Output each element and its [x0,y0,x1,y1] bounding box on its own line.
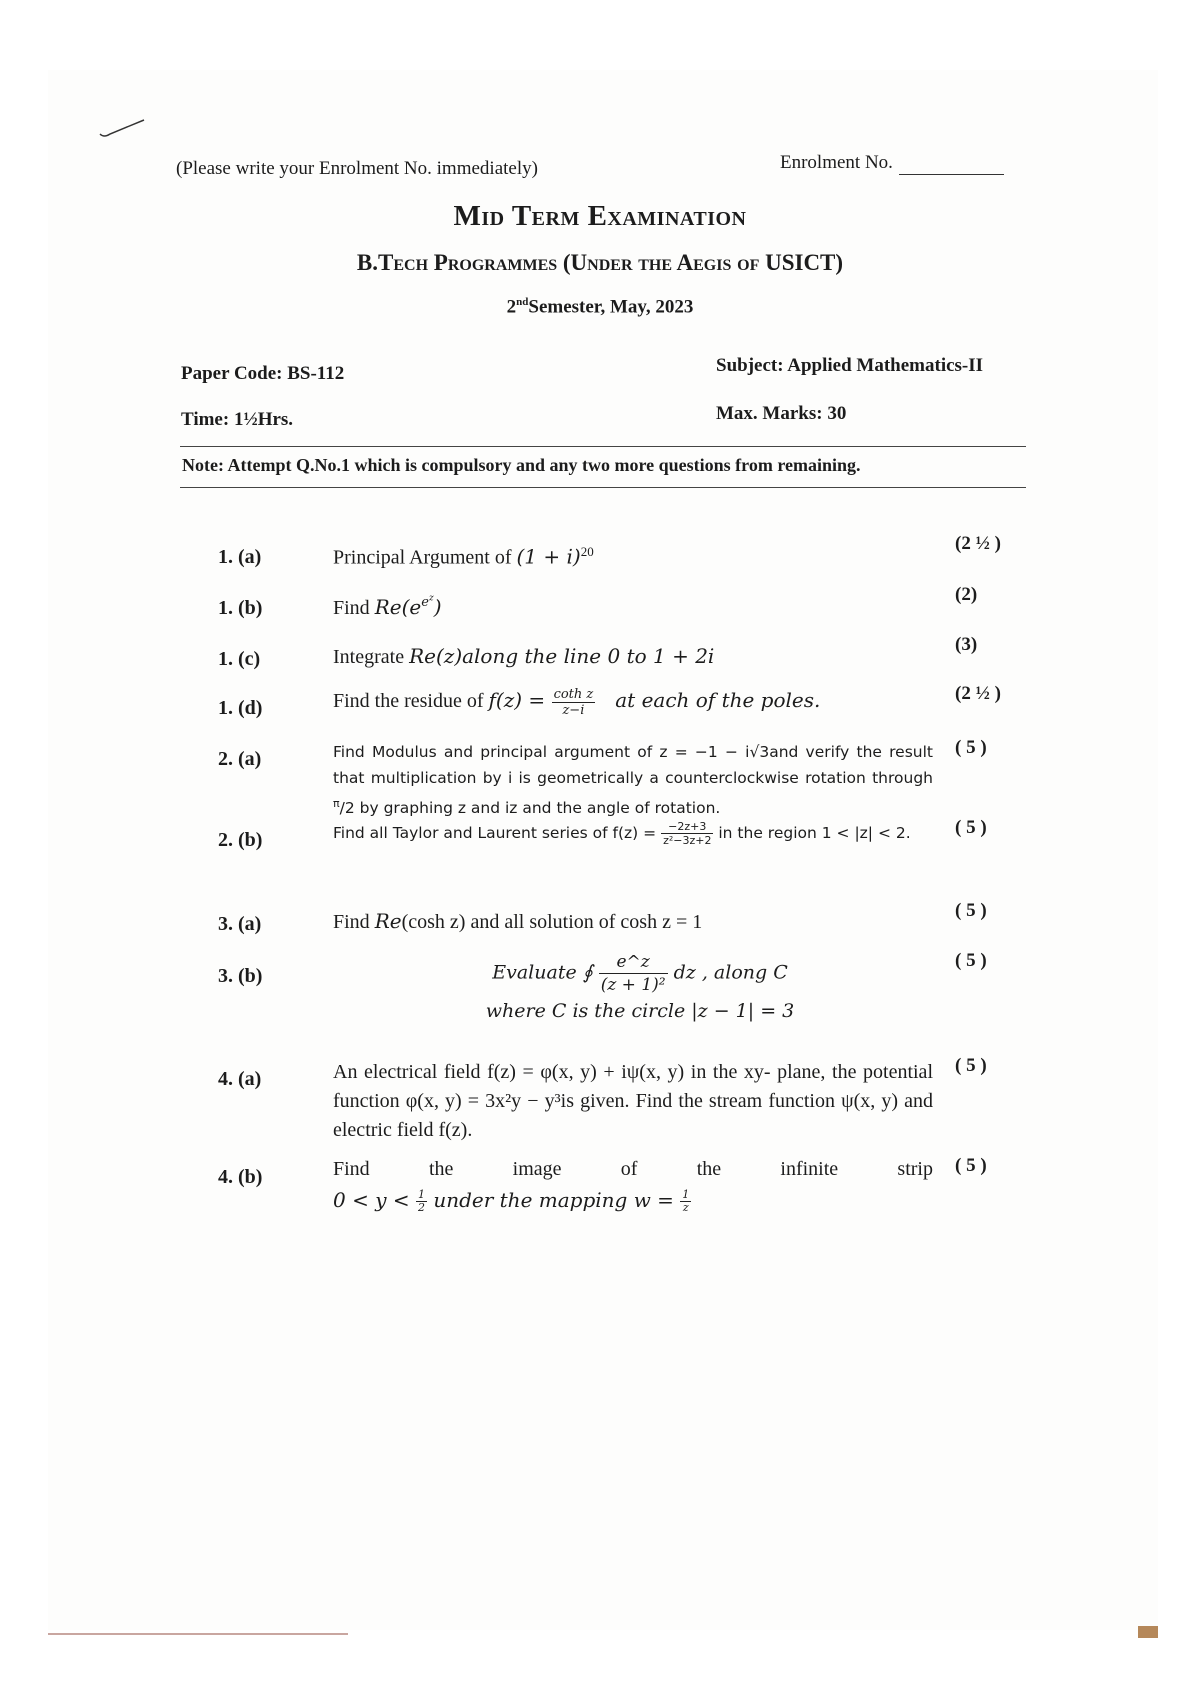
divider-top [180,446,1026,447]
enrolment-blank [899,152,1004,175]
enrolment-instruction: (Please write your Enrolment No. immediately) [176,158,538,179]
question-4b-line1: Find the image of the infinite strip [333,1158,933,1180]
fraction: $\frac{1}{z}$ [682,1188,690,1214]
paper-code: Paper Code: BS-112 [181,363,345,384]
marks: (3) [955,634,978,655]
marks: (2 ½ ) [955,533,1001,554]
question-number: 2. (a) [218,748,262,770]
question-1a: Principal Argument of $(1 + i)^{20}$ [333,544,594,569]
question-3b: Evaluate ∮ $\frac{e\^{}z}{\text{(z + 1)²}}$ dz , along C where C is the circle |z − 1| = 3 [485,952,795,1022]
enrolment-field [780,152,1004,175]
programme-title: B.Tech Programmes (Under the Aegis of USICT) [356,250,844,275]
question-number: 2. (b) [218,829,263,851]
enrolment-label: Enrolment No. [780,152,893,173]
marks: (2) [955,584,978,605]
marks: ( 5 ) [955,1155,987,1176]
fraction: $\frac{\text{coth z}}{z-i}$ [553,687,594,718]
max-marks: Max. Marks: 30 [716,403,847,424]
semester-line: 2ndSemester, May, 2023 [506,296,694,318]
question-1b: Find $Re(e^{e^z})$ [333,594,442,619]
question-number: 4. (b) [218,1166,263,1188]
question-2b: Find all Taylor and Laurent series of f(z) = $\frac{-2z+3}{\text{z²−3z+2}}$ in the region 1 < |z| < 2. [333,820,911,847]
question-number: 4. (a) [218,1068,262,1090]
page-edge-mark [48,1633,348,1635]
exam-title: Mid Term Examination [453,200,747,232]
question-number: 1. (a) [218,546,262,568]
question-number: 3. (b) [218,965,263,987]
marks: ( 5 ) [955,900,987,921]
fraction: $\frac{-2z+3}{\text{z²−3z+2}}$ [663,820,712,847]
marks: ( 5 ) [955,950,987,971]
corner-stain [1138,1626,1158,1638]
time-allowed: Time: 1½Hrs. [181,409,294,430]
question-1c: Integrate Re(z)along the line 0 to 1 + 2i [333,644,715,668]
divider-bottom [180,487,1026,488]
question-number: 3. (a) [218,913,262,935]
question-1d: Find the residue of f(z) = $\frac{\text{coth z}}{z-i}$ at each of the poles. [333,687,821,718]
marks: ( 5 ) [955,817,987,838]
marks: ( 5 ) [955,737,987,758]
marks: (2 ½ ) [955,683,1001,704]
instructions-note: Note: Attempt Q.No.1 which is compulsory and any two more questions from remaining. [182,455,861,475]
tick-mark-icon [98,118,148,140]
subject: Subject: Applied Mathematics-II [716,355,984,376]
question-3a: Find Re(cosh z) and all solution of cosh z = 1 [333,909,703,933]
question-number: 1. (d) [218,697,263,719]
fraction: $\frac{1}{2}$ [417,1188,425,1214]
question-number: 1. (c) [218,648,261,670]
question-4b-line2: 0 < y < $\frac{1}{2}$ under the mapping w = $\frac{1}{z}$ [333,1188,690,1214]
marks: ( 5 ) [955,1055,987,1076]
question-4a: An electrical field f(z) = φ(x, y) + iψ(x, y) in the xy- plane, the potential function φ(x, y) = 3x²y − y³is given. Find the stream function ψ(x, y) and electric field f(z). [333,1061,933,1141]
question-number: 1. (b) [218,597,263,619]
fraction: $\frac{e\^{}z}{\text{(z + 1)²}}$ [600,952,666,995]
question-2a: Find Modulus and principal argument of z = −1 − i√3and verify the result that multiplication by i is geometrically a counterclockwise rotation through $^\pi$/2 by graphing z and iz and the angle of rotation. [333,743,933,818]
